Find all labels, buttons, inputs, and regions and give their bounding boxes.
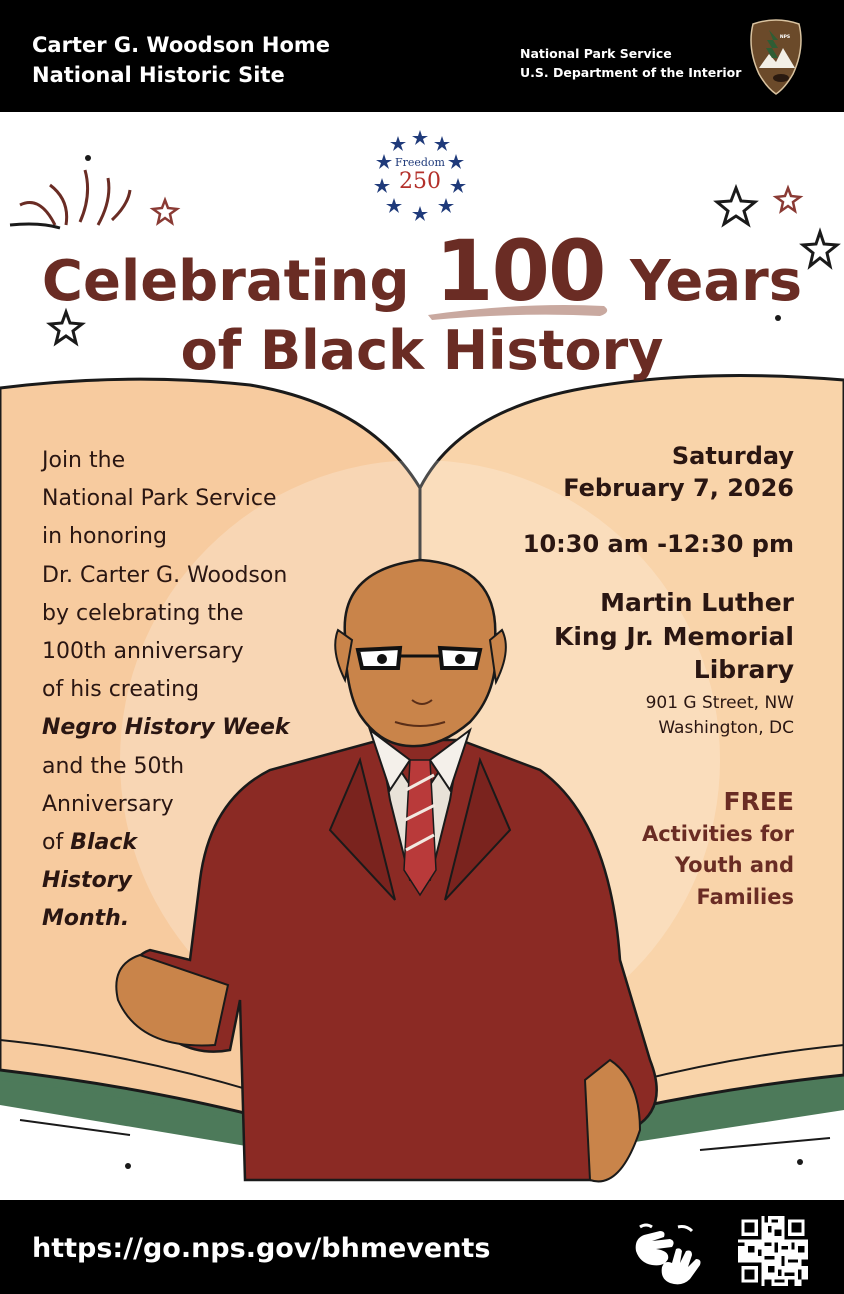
agency-line1: National Park Service (520, 46, 672, 61)
invitation-line: Dr. Carter G. Woodson (42, 562, 288, 588)
agency-line2: U.S. Department of the Interior (520, 65, 742, 80)
emblem-text: NPS (779, 35, 791, 40)
event-details (474, 440, 794, 913)
headline-part1: Celebrating (41, 249, 410, 314)
agency-name (520, 44, 741, 82)
headline-number: 100 (435, 222, 605, 320)
event-address (474, 691, 794, 741)
footer-bar (0, 1200, 844, 1294)
venue-line: Library (693, 655, 794, 684)
header-bar (0, 0, 844, 112)
event-venue (474, 586, 794, 687)
event-url-link[interactable]: https://go.nps.gov/bhmevents (32, 1233, 491, 1264)
invitation-text (42, 442, 342, 939)
invitation-line: Anniversary (42, 791, 174, 817)
address-line: Washington, DC (658, 717, 794, 738)
venue-line: Martin Luther (600, 588, 794, 617)
black-history-month-2: History (42, 868, 132, 894)
sign-language-icon (630, 1221, 706, 1287)
badge-word: Freedom (394, 156, 446, 169)
site-name-line1: Carter G. Woodson Home (32, 33, 331, 57)
negro-history-week: Negro History Week (42, 715, 290, 741)
badge-number: 250 (399, 169, 441, 194)
invitation-line: 100th anniversary (42, 639, 244, 665)
venue-line: King Jr. Memorial (553, 621, 794, 651)
invitation-line (42, 824, 342, 862)
activities-text (474, 819, 794, 914)
invitation-line: Join the (42, 448, 126, 473)
nps-arrowhead-icon (745, 18, 807, 96)
invitation-line: by celebrating the (42, 600, 244, 626)
address-line: 901 G Street, NW (645, 692, 794, 713)
activities-line: Activities for (641, 821, 794, 846)
black-history-month-1: Black (70, 830, 138, 856)
event-day: Saturday (671, 442, 794, 470)
qr-code-icon[interactable] (738, 1216, 808, 1286)
freedom-250-badge (372, 126, 468, 222)
invitation-line: and the 50th (42, 753, 185, 779)
invitation-line: in honoring (42, 524, 167, 550)
site-name (32, 30, 330, 90)
event-time: 10:30 am -12:30 pm (522, 530, 794, 558)
invitation-line: National Park Service (42, 486, 277, 512)
site-name-line2: National Historic Site (32, 63, 285, 87)
invitation-line: of his creating (42, 677, 200, 703)
headline-part2: Years (629, 249, 803, 314)
of-word: of (42, 830, 64, 856)
activities-line: Families (696, 884, 794, 909)
free-label: FREE (723, 786, 794, 816)
headline-line2: of Black History (180, 319, 664, 382)
activities-line: Youth and (674, 853, 794, 877)
event-date: February 7, 2026 (563, 474, 794, 502)
black-history-month-3: Month. (42, 906, 130, 932)
